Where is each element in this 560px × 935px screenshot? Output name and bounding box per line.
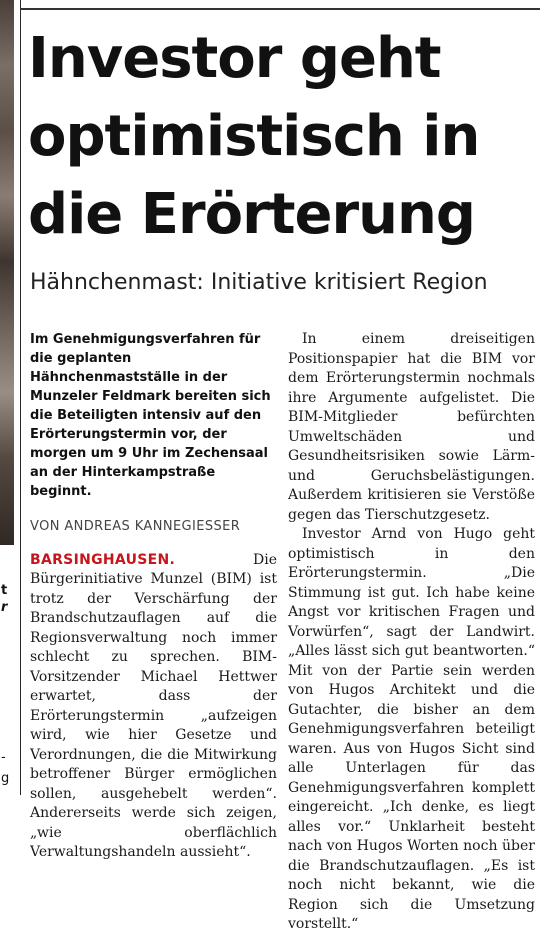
column-rule [20,0,21,795]
text-column-right [288,330,535,935]
text-column-left [30,330,277,863]
headline [28,20,548,254]
headline-line: die Erörterung [28,182,475,247]
neighbor-text-fragment: r [1,600,8,615]
body-paragraph: Investor Arnd von Hugo geht optimistisch in den Erörterungstermin. „Die Stimmung ist gut. Ich habe keine Angst vor kritischen Fragen und Vorwürfen“, sagt der Landwirt. „Alles lässt sich gut beantworten.“ Mit von der Partie sein werden von Hugos Architekt und die Gutachter, die bisher an dem Genehmigungsverfahren beteiligt waren. Aus von Hugos Sicht sind alle Unterlagen für das Genehmigungsverfahren komplett eingereicht. „Ich denke, es liegt alles vor.“ Unklarheit besteht nach von Hugos Worten noch über die Brandschutzauflagen. „Es ist noch nicht bekannt, wie die Region sich die Umsetzung vorstellt.“ [288,526,535,932]
neighbor-photo [0,0,14,545]
neighbor-text-fragment: t [1,583,8,598]
dateline: BARSINGHAUSEN. [30,551,176,568]
byline: VON ANDREAS KANNEGIESSER [30,519,241,534]
body-paragraph: In einem dreiseitigen Positionspapier hat die BIM vor dem Erörterungstermin nochmals ihre Argumente aufgelistet. Die BIM-Mitglieder befürchten Umweltschäden und Gesundheitsrisiken sowie Lärm- und Geruchsbelästigungen. Außerdem kritisieren sie Verstöße gegen das Tierschutzgesetz. [288,331,535,523]
neighbor-article-strip [0,0,14,795]
body-text: Die Bürgerinitiative Munzel (BIM) ist trotz der Verschärfung der Brandschutzauflagen auf die Regionsverwaltung noch immer schlecht zu sprechen. BIM-Vorsitzender Michael Hettwer erwartet, dass der Erörterungstermin „aufzeigen wird, wie hier Gesetze und Verordnungen, die die Mitwirkung betroffener Bürger ermöglichen sollen, ausgehebelt werden“. Andererseits werde sich zeigen, „wie oberflächlich Verwaltungshandeln aussieht“. [30,551,277,860]
headline-line: optimistisch in [28,104,480,169]
top-rule [20,8,540,10]
body-paragraph [30,551,277,863]
lead-paragraph: Im Genehmigungsverfahren für die geplanten Hähnchenmastställe in der Munzeler Feldmark bereiten sich die Beteiligten intensiv auf den Erörterungstermin vor, der morgen um 9 Uhr im Zechensaal an der Hinterkampstraße beginnt. [30,332,271,499]
neighbor-text-fragment: g [1,771,10,786]
neighbor-text-fragment: - [1,750,6,765]
subheadline: Hähnchenmast: Initiative kritisiert Region [30,270,488,295]
headline-line: Investor geht [28,26,441,91]
